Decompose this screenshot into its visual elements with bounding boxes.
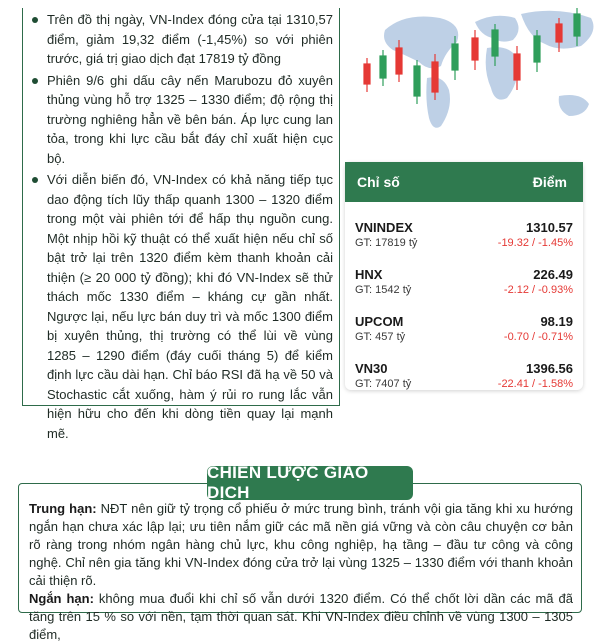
index-change: -22.41 / -1.58% (497, 378, 573, 390)
strategy-short-term (29, 590, 573, 644)
bullet-dot-icon (32, 177, 38, 183)
index-value: 1396.56 (526, 361, 573, 376)
index-name: HNX (355, 267, 383, 282)
market-notes-panel (22, 8, 340, 441)
bullet-dot-icon (32, 78, 38, 84)
market-note-1 (47, 10, 333, 69)
index-summary-table (345, 162, 583, 390)
market-note-2 (47, 71, 333, 169)
table-row (345, 212, 583, 259)
index-value: 226.49 (533, 267, 573, 282)
trading-strategy-section (0, 455, 600, 642)
index-table-header (345, 162, 583, 202)
medium-term-text: NĐT nên giữ tỷ trọng cổ phiếu ở mức trung bình, tránh vội gia tăng khi xu hướng ngắn hạn chưa xác lập lại; ưu tiên nắm giữ các mã nền giá vững và còn câu chuyện cơ bản rõ ràng trong nhóm ngân hàng chủ lực, khu công nghiệp, hạ tầng – đầu tư công và công nghệ. Chỉ nên gia tăng khi VN-Index đóng cửa trở lại vùng 1325 – 1330 điểm với thanh khoản cải thiện rõ. (29, 501, 573, 588)
index-name: VN30 (355, 361, 388, 376)
index-name: VNINDEX (355, 220, 413, 235)
index-change: -2.12 / -0.93% (503, 284, 573, 296)
table-row (345, 353, 583, 400)
market-note-text: Với diễn biến đó, VN-Index có khả năng tiếp tục dao động tích lũy thấp quanh 1300 – 1320 điểm trong một vài phiên tới để hấp thụ nguồn cung. Một nhịp hồi kỹ thuật có thể xuất hiện nếu chỉ số bật trở lại trên 1320 điểm kèm thanh khoản cải thiện (≥ 20 000 tỷ đồng); khi đó VN-Index sẽ thử thách mốc 1330 điểm – kháng cự gần nhất. Ngược lại, nếu lực bán duy trì và mốc 1300 điểm bị xuyên thủng, thị trường có thể lùi về vùng 1285 – 1290 điểm (đáy cuối tháng 5) để kiểm định lực cầu dài hạn. Chỉ báo RSI đã hạ về 50 và Stochastic cắt xuống, hàm ý rủi ro rung lắc vẫn hiện hữu cho đến khi dòng tiền quay lại mạnh mẽ. (47, 172, 333, 441)
table-row (345, 259, 583, 306)
trading-value: GT: 457 tỷ (355, 331, 406, 343)
trading-value: GT: 7407 tỷ (355, 378, 412, 390)
trading-value: GT: 17819 tỷ (355, 237, 418, 249)
short-term-text: không mua đuổi khi chỉ số vẫn dưới 1320 điểm. Có thể chốt lời dần các mã đã tăng trên 15 % so với nền, tạm thời quan sát. Khi VN-Index điều chỉnh về vùng 1300 – 1305 điểm, (29, 591, 573, 642)
table-row (345, 306, 583, 353)
trading-value: GT: 1542 tỷ (355, 284, 412, 296)
header-index-label: Chỉ số (357, 174, 400, 190)
index-value: 1310.57 (526, 220, 573, 235)
header-points-label: Điểm (532, 174, 567, 190)
strategy-medium-term (29, 500, 573, 590)
index-change: -0.70 / -0.71% (503, 331, 573, 343)
market-note-text: Phiên 9/6 ghi dấu cây nến Marubozu đỏ xuyên thủng vùng hỗ trợ 1325 – 1330 điểm; độ rộng thị trường nghiêng hẳn về bên bán. Áp lực cung lan tỏa, trong khi lực cầu bắt đáy chỉ xuất hiện cục bộ. (47, 72, 333, 166)
index-change: -19.32 / -1.45% (497, 237, 573, 249)
strategy-title: CHIẾN LƯỢC GIAO DỊCH (207, 466, 413, 500)
index-name: UPCOM (355, 314, 404, 329)
market-note-3 (47, 170, 333, 443)
bullet-dot-icon (32, 17, 38, 23)
market-note-text: Trên đồ thị ngày, VN-Index đóng cửa tại 1310,57 điểm, giảm 19,32 điểm (-1,45%) so với phiên trước, giá trị giao dịch đạt 17819 tỷ đồng (47, 12, 333, 66)
short-term-label: Ngắn hạn: (29, 591, 94, 606)
world-map-candlestick-illustration (345, 0, 600, 160)
index-value: 98.19 (540, 314, 573, 329)
market-notes-list (23, 8, 339, 443)
medium-term-label: Trung hạn: (29, 501, 97, 516)
